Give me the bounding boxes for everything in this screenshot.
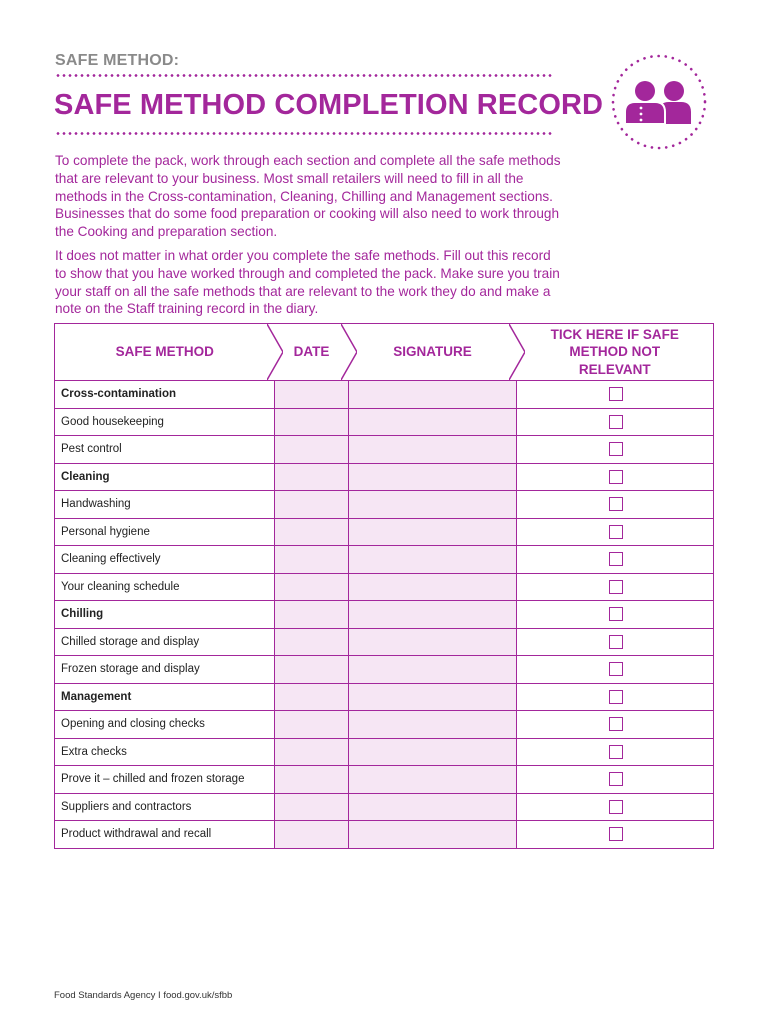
chevron-right-icon (509, 324, 525, 380)
safe-method-cell: Your cleaning schedule (55, 573, 275, 601)
date-field[interactable] (275, 573, 349, 601)
safe-method-cell: Suppliers and contractors (55, 793, 275, 821)
completion-record-table (54, 323, 714, 849)
date-field[interactable] (275, 463, 349, 491)
not-relevant-cell (517, 463, 714, 491)
not-relevant-cell (517, 711, 714, 739)
signature-field[interactable] (349, 628, 517, 656)
table-row (55, 656, 714, 684)
footer-text: Food Standards Agency I food.gov.uk/sfbb (54, 990, 233, 1001)
not-relevant-cell (517, 683, 714, 711)
not-relevant-checkbox[interactable] (609, 470, 623, 484)
signature-field[interactable] (349, 518, 517, 546)
column-header-not-relevant (517, 324, 714, 381)
table-row (55, 491, 714, 519)
date-field[interactable] (275, 436, 349, 464)
signature-field[interactable] (349, 546, 517, 574)
signature-field[interactable] (349, 821, 517, 849)
date-field[interactable] (275, 656, 349, 684)
not-relevant-checkbox[interactable] (609, 415, 623, 429)
date-field[interactable] (275, 546, 349, 574)
not-relevant-cell (517, 821, 714, 849)
title-top-dotted-rule (55, 74, 552, 77)
table-body (55, 381, 714, 849)
signature-field[interactable] (349, 738, 517, 766)
intro-paragraph: To complete the pack, work through each section and complete all the safe methods that are relevant to your business. Most small retailers will need to fill in all the methods in the Cross-contamination, Cleaning, Chilling and Management sections. Businesses that do some food preparation or cooking will also need to work through the Cooking and preparation section. (55, 153, 561, 240)
not-relevant-cell (517, 793, 714, 821)
safe-method-cell: Prove it – chilled and frozen storage (55, 766, 275, 794)
not-relevant-checkbox[interactable] (609, 442, 623, 456)
title-bottom-dotted-rule (55, 132, 552, 135)
not-relevant-checkbox[interactable] (609, 497, 623, 511)
signature-field[interactable] (349, 573, 517, 601)
chevron-right-icon (341, 324, 357, 380)
column-header-label: TICK HERE IF SAFE METHOD NOT RELEVANT (550, 326, 679, 377)
column-header-safe-method (55, 324, 275, 381)
intro-paragraph: It does not matter in what order you complete the safe methods. Fill out this record to show that you have worked through and completed the pack. Make sure you train your staff on all the safe methods that are relevant to the work they do and make a note on the Staff training record in the diary. (55, 247, 560, 317)
not-relevant-cell (517, 766, 714, 794)
page-title: SAFE METHOD COMPLETION RECORD (54, 89, 604, 121)
column-header-label: SIGNATURE (393, 344, 472, 360)
table-row (55, 463, 714, 491)
chevron-right-icon (267, 324, 283, 380)
signature-field[interactable] (349, 408, 517, 436)
table-row (55, 766, 714, 794)
not-relevant-checkbox[interactable] (609, 690, 623, 704)
safe-method-cell: Extra checks (55, 738, 275, 766)
not-relevant-cell (517, 408, 714, 436)
not-relevant-cell (517, 656, 714, 684)
table-row (55, 518, 714, 546)
not-relevant-cell (517, 546, 714, 574)
not-relevant-checkbox[interactable] (609, 662, 623, 676)
table-row (55, 381, 714, 409)
not-relevant-checkbox[interactable] (609, 552, 623, 566)
not-relevant-cell (517, 601, 714, 629)
safe-method-cell: Pest control (55, 436, 275, 464)
table-row (55, 793, 714, 821)
table-row (55, 546, 714, 574)
date-field[interactable] (275, 381, 349, 409)
signature-field[interactable] (349, 766, 517, 794)
safe-method-cell: Chilled storage and display (55, 628, 275, 656)
safe-method-cell: Cleaning effectively (55, 546, 275, 574)
safe-method-cell: Opening and closing checks (55, 711, 275, 739)
staff-people-icon (607, 52, 711, 152)
not-relevant-checkbox[interactable] (609, 772, 623, 786)
column-header-label: SAFE METHOD (115, 344, 214, 360)
date-field[interactable] (275, 766, 349, 794)
not-relevant-checkbox[interactable] (609, 387, 623, 401)
section-heading-cell: Chilling (55, 601, 275, 629)
not-relevant-checkbox[interactable] (609, 607, 623, 621)
not-relevant-checkbox[interactable] (609, 525, 623, 539)
table-row (55, 436, 714, 464)
date-field[interactable] (275, 738, 349, 766)
signature-field[interactable] (349, 381, 517, 409)
not-relevant-cell (517, 573, 714, 601)
date-field[interactable] (275, 491, 349, 519)
signature-field[interactable] (349, 711, 517, 739)
date-field[interactable] (275, 628, 349, 656)
table-header-row (55, 324, 714, 381)
signature-field[interactable] (349, 491, 517, 519)
table-row (55, 601, 714, 629)
page-kicker: SAFE METHOD: (55, 52, 180, 69)
date-field[interactable] (275, 601, 349, 629)
safe-method-cell: Frozen storage and display (55, 656, 275, 684)
safe-method-cell: Product withdrawal and recall (55, 821, 275, 849)
not-relevant-checkbox[interactable] (609, 717, 623, 731)
date-field[interactable] (275, 408, 349, 436)
not-relevant-cell (517, 628, 714, 656)
safe-method-cell: Handwashing (55, 491, 275, 519)
column-header-label: DATE (293, 344, 330, 360)
not-relevant-checkbox[interactable] (609, 800, 623, 814)
not-relevant-cell (517, 738, 714, 766)
table-row (55, 683, 714, 711)
table-row (55, 821, 714, 849)
signature-field[interactable] (349, 601, 517, 629)
date-field[interactable] (275, 793, 349, 821)
not-relevant-checkbox[interactable] (609, 635, 623, 649)
not-relevant-cell (517, 491, 714, 519)
not-relevant-checkbox[interactable] (609, 745, 623, 759)
table-row (55, 573, 714, 601)
section-heading-cell: Management (55, 683, 275, 711)
not-relevant-cell (517, 518, 714, 546)
not-relevant-checkbox[interactable] (609, 827, 623, 841)
date-field[interactable] (275, 683, 349, 711)
date-field[interactable] (275, 711, 349, 739)
safe-method-cell: Personal hygiene (55, 518, 275, 546)
not-relevant-cell (517, 436, 714, 464)
safe-method-cell: Good housekeeping (55, 408, 275, 436)
not-relevant-cell (517, 381, 714, 409)
signature-field[interactable] (349, 436, 517, 464)
table-row (55, 408, 714, 436)
section-heading-cell: Cross-contamination (55, 381, 275, 409)
date-field[interactable] (275, 821, 349, 849)
table-row (55, 628, 714, 656)
section-heading-cell: Cleaning (55, 463, 275, 491)
table-row (55, 738, 714, 766)
signature-field[interactable] (349, 656, 517, 684)
intro-text (55, 152, 565, 324)
date-field[interactable] (275, 518, 349, 546)
signature-field[interactable] (349, 793, 517, 821)
signature-field[interactable] (349, 463, 517, 491)
signature-field[interactable] (349, 683, 517, 711)
column-header-signature (349, 324, 517, 381)
not-relevant-checkbox[interactable] (609, 580, 623, 594)
table-row (55, 711, 714, 739)
column-header-date (275, 324, 349, 381)
